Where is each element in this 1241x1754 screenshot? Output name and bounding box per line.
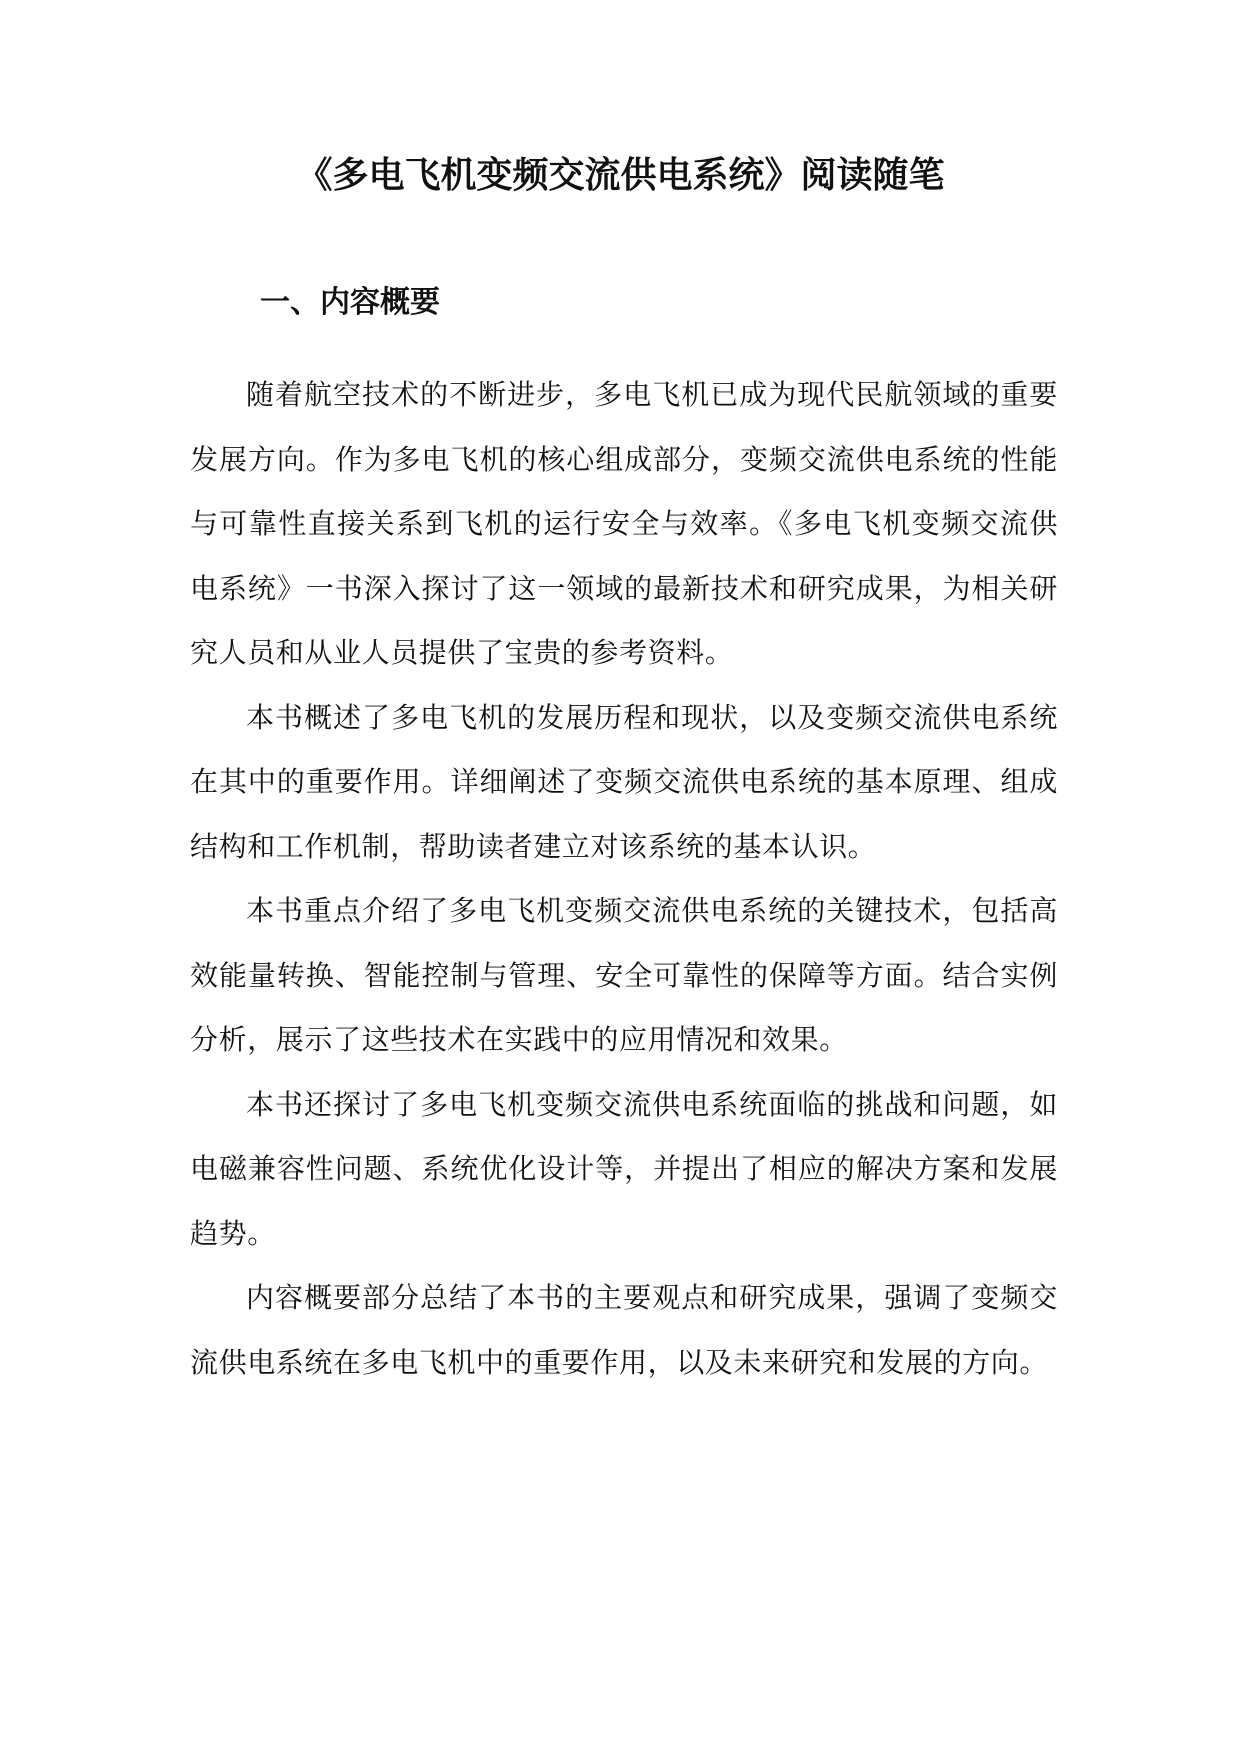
paragraph: 本书概述了多电飞机的发展历程和现状，以及变频交流供电系统在其中的重要作用。详细阐述了变频交流供电系统的基本原理、组成结构和工作机制，帮助读者建立对该系统的基本认识。	[190, 700, 1058, 863]
paragraph: 随着航空技术的不断进步，多电飞机已成为现代民航领域的重要发展方向。作为多电飞机的核心组成部分，变频交流供电系统的性能与可靠性直接关系到飞机的运行安全与效率。《多电飞机变频交流供电系统》一书深入探讨了这一领域的最新技术和研究成果，为相关研究人员和从业人员提供了宝贵的参考资料。	[190, 378, 1058, 669]
paragraph: 本书重点介绍了多电飞机变频交流供电系统的关键技术，包括高效能量转换、智能控制与管理、安全可靠性的保障等方面。结合实例分析，展示了这些技术在实践中的应用情况和效果。	[190, 894, 1058, 1056]
body-text	[190, 363, 1058, 1395]
paragraph: 内容概要部分总结了本书的主要观点和研究成果，强调了变频交流供电系统在多电飞机中的重要作用，以及未来研究和发展的方向。	[190, 1281, 1058, 1379]
document-title: 《多电飞机变频交流供电系统》阅读随笔	[296, 155, 945, 196]
section-heading: 一、内容概要	[260, 285, 440, 320]
paragraph: 本书还探讨了多电飞机变频交流供电系统面临的挑战和问题，如电磁兼容性问题、系统优化设计等，并提出了相应的解决方案和发展趋势。	[190, 1087, 1058, 1250]
